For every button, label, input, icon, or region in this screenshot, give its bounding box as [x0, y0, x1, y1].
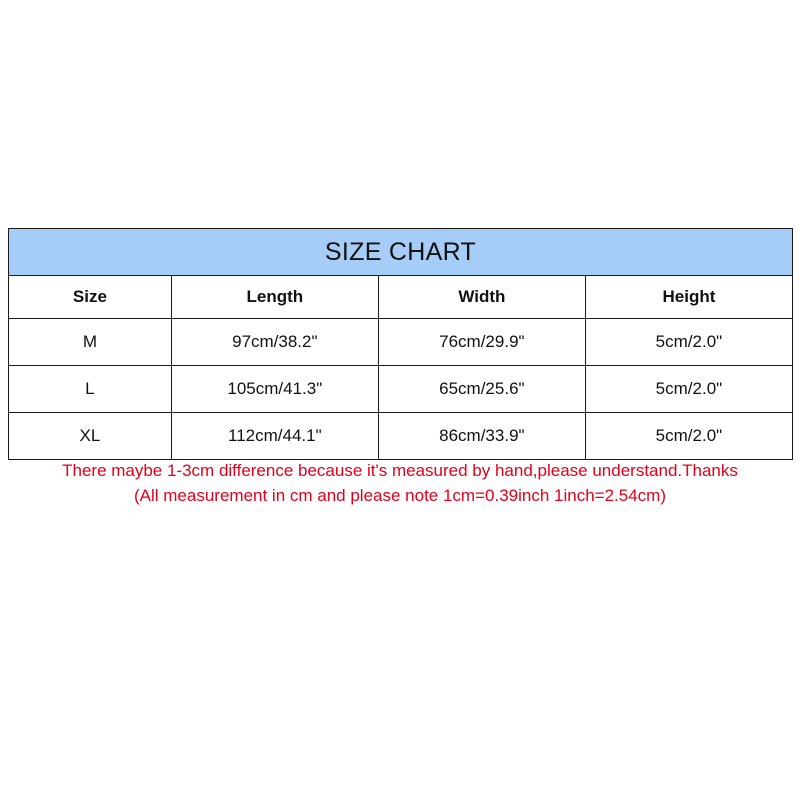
height-cell: 5cm/2.0": [585, 366, 792, 413]
column-header-size: Size: [9, 276, 172, 319]
width-cell: 76cm/29.9": [378, 319, 585, 366]
unit-conversion-note: (All measurement in cm and please note 1cm=0.39inch 1inch=2.54cm): [133, 486, 666, 505]
table-row-l: [9, 366, 793, 413]
table-row-m: [9, 319, 793, 366]
title-row: [9, 229, 793, 276]
column-header-height: Height: [585, 276, 792, 319]
width-cell: 65cm/25.6": [378, 366, 585, 413]
header-row: [9, 276, 793, 319]
column-header-width: Width: [378, 276, 585, 319]
height-cell: 5cm/2.0": [585, 319, 792, 366]
size-cell: M: [9, 319, 172, 366]
column-header-length: Length: [171, 276, 378, 319]
size-cell: L: [9, 366, 172, 413]
length-cell: 112cm/44.1": [171, 413, 378, 460]
width-cell: 86cm/33.9": [378, 413, 585, 460]
size-chart-table: [8, 228, 793, 460]
measurement-disclaimer: There maybe 1-3cm difference because it's measured by hand,please understand.Thanks: [62, 461, 738, 480]
height-cell: 5cm/2.0": [585, 413, 792, 460]
length-cell: 97cm/38.2": [171, 319, 378, 366]
table-row-xl: [9, 413, 793, 460]
chart-title: SIZE CHART: [9, 229, 793, 276]
length-cell: 105cm/41.3": [171, 366, 378, 413]
size-cell: XL: [9, 413, 172, 460]
